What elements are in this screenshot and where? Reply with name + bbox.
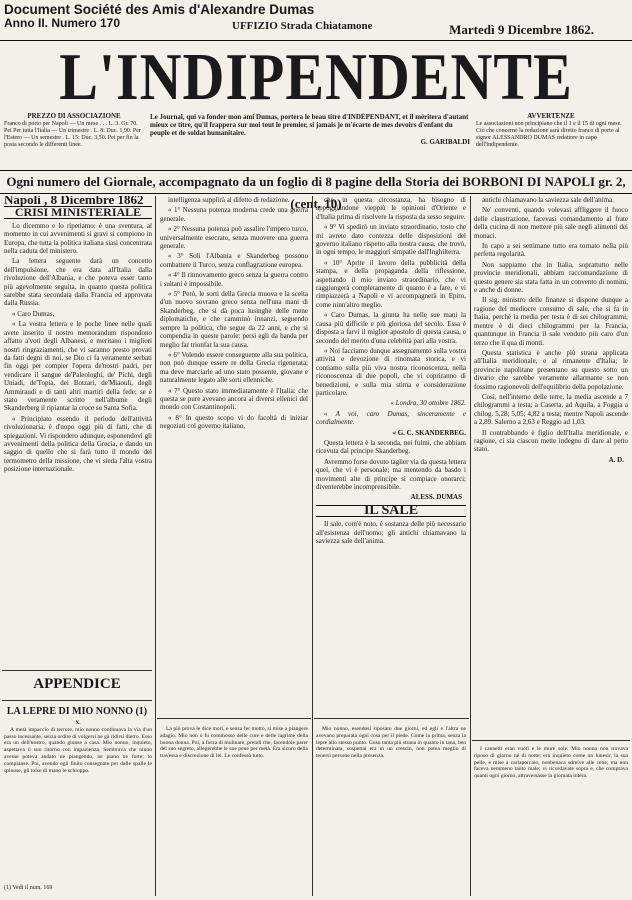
article-paragraph: « 7° Questo stato immediatamente è l'Italia: che questa se pure avevano ancora ai diversi ellenici del mondo con Costantinopoli. <box>160 386 308 412</box>
garibaldi-notice <box>150 113 470 168</box>
office-address: UFFIZIO Strada Chiatamone <box>232 20 373 32</box>
column-2-lower <box>160 726 308 891</box>
article-signature: A. D. <box>608 455 624 464</box>
column-4-lower <box>474 746 628 891</box>
article-paragraph: « 2° Nessuna potenza può assalire l'impero turco, universalmente esecrato, senza muovere una guerra generale. <box>160 225 308 251</box>
article-paragraph: « 9° Vi spedirò un inviato straordinario, tosto che mi avrete dato contezza delle disposizioni del governo italiano rispetto alla nostra causa, che trovò, in ogni tempo, le maggiori simpatie dall'Inghilterra. <box>316 223 466 257</box>
newspaper-title: L'INDIPENDENTE <box>59 39 573 115</box>
article-paragraph: Il sig. ministro delle finanze si dispone dunque a ragione del mediocre consumo di sale, che si fa in Italia, perchè la media per testa è di sei chilogrammi; mentre è di dieci chilogrammi per la Francia, quantunque in Francia il sale venduto più caro d'un terzo che il qua di monti. <box>474 296 628 347</box>
article-paragraph: « 1° Nessuna potenza moderna crede una guerra generale. <box>160 206 308 223</box>
avvertenze-text: Le associazioni non principiano che il 1 e il 15 di ogni mese. Ciò che concerne la redazione sarà diretto franco di porto al signor ALESSANDRO DUMAS redattore in capo dell'Indipendente. <box>476 121 622 148</box>
serial-text <box>4 720 152 878</box>
column-3-rule <box>314 718 469 719</box>
article-paragraph: Questa statistica è anche più strana applicata all'Italia meridionale, e al rimanente d'Italia; le provincie napolitane presentano su questo sotto un divario che sarebbe veramente allarmante se non fossimo ragionevoli dell'equilibrio della popolazione. <box>474 348 628 391</box>
article-paragraph: Ne' conventi, quando volevasi affliggere il fuoco delle claustrazione, facevasi comandamento al frate della cucina di non mettere più sale negli alimenti dei monaci. <box>474 206 628 240</box>
subscription-heading: PREZZO DI ASSOCIAZIONE <box>27 113 121 120</box>
issue-number: Anno II. Numero 170 <box>4 16 121 30</box>
article-paragraph: « 8° In questo scopo vi do facoltà di iniziar negoziati col governo italiano, <box>160 413 308 431</box>
article-paragraph: « Noi facciamo dunque assegnamento sulla vostra attività e devozione di rinomata storica, e vi contiamo sulla più viva nostra riconoscenza, nella riconoscenza di due popoli, che vi copriranno di benedizioni, e sulla mia stima e considerazione particolare. <box>316 346 466 397</box>
article-paragraph: Non sappiamo che in Italia, soprattutto nelle provincie meridionali, abbiam raccomandazione di questo genere sia stata fatta in un convento di nomini, e anche di donne. <box>474 260 628 295</box>
avvertenze-box <box>476 113 626 168</box>
letter-closing: « A voi, caro Dumas, sinceramente e cordialmente. <box>316 409 466 427</box>
serial-chapter: X. <box>75 720 81 726</box>
appendice-rule-bottom <box>2 700 152 701</box>
article-paragraph: « Principiato essendo il periodo dell'attività rivoluzionaria, è d'uopo oggi più di fatti, che di spiegazioni. Vi rispondero adunque, esponendovi gli avvenimenti della politica della Grecia, e dando un saggio di quello che si farà tutto il mondo del termometro della missione, che vi sieda l'alta vostra posizione internazionale. <box>4 414 152 474</box>
column-rule-1 <box>155 196 156 896</box>
serial-paragraph: I cannetti eran vuoti e le mure sole. Mio nonno non trovava riposo di giorno né di notte; era inquieto come un lunesir, la sua pelle, e mise a carlaporcaio, nonbenaca sdreive alle cene; ma non faceva nemmeno tanto male; vi ricordavate sopra e, che comprava quanti ogni giorno, attraversasse la giornata intera. <box>474 746 628 780</box>
document-source-label: Document Société des Amis d'Alexandre Dumas <box>4 2 315 17</box>
column-3-lower <box>316 726 466 891</box>
article-paragraph: « La vostra lettera e le poche linee nelle quali avete inserito il nostro memorandum rispondono affatto a'voti degli Albanesi, e meritano i migliori nostri ringraziamenti, che vi saranno presto provati da fatti degni di noi, se Dio ci fa veramente serbati fin oggi per compier l'opera de'nostri padri, per vendicare il sangue de'Paleologhi, de' Pichi, degli Uniadi, de'Topia, dei Botzari, de'Miaouli, degli Ammiraudi e di tanti altri martiri della fede; se è stato veramente scritto nell'albume degli Skanderberg il ripiantar la croce su Santa Sofia. <box>4 320 152 413</box>
serial-title: LA LEPRE DI MIO NONNO (1) <box>6 706 148 717</box>
footnote: (1) Vedi il num. 169 <box>4 885 53 891</box>
article-paragraph: che, in questa circostanza, ha bisogno di appoggiandone vieppiù le opinioni d'Oriente e d'Italia prima di risolvere la risposta da sesso seguire. <box>316 196 466 221</box>
letter-signature: « G. C. SKANDERBEG. <box>392 428 466 437</box>
column-4-rule <box>472 740 630 741</box>
article-paragraph: Il contrabbando è figlio dell'Italia meridionale, e ragione, ci sia ciascun mette indegno di dare al petto stato. <box>474 428 628 454</box>
notice-text: Le Journal, qui va fonder mon ami Dumas, portera le beau titre d'INDÉPENDANT, et il méritera d'autant mieux ce titre, qu'il frappera sur moi tout le premier, si jamais je m'écarte de mes devoirs d'enfant du peuple et de soldat humanitaire. <box>150 113 469 137</box>
subscription-box <box>4 113 144 168</box>
appendice-rule <box>2 670 152 671</box>
article-paragraph: « 4° Il rinnovamento greco senza la guerra contro i sultani è impossibile. <box>160 271 308 288</box>
column-rule-3 <box>470 196 471 896</box>
subscription-text: Franco di porto per Napoli — Un mese . . . L. 3. Gr. 70. Pei Per tutta l'Italia — Un trimestre . L. 8: Duc. 1,90. Per l'Estero — Un semestre . L. 15: Duc. 3,50. Pei per fin la posta secondo le differenti linee. <box>4 121 141 148</box>
article-paragraph: Così, nell'interno delle terre, la media ascende a 7 chilogrammi a testa; a Caserta, ad Aquila, a Foggia a chilog. 5,28; 5,05; 4,82 a testa; mentre Napoli ascende a 2,89. Salerno a 2,63 e Reggio ad 1,03. <box>474 392 628 427</box>
column-1 <box>4 196 152 666</box>
appendice-heading: APPENDICE <box>33 676 121 692</box>
letter-date: « Londra, 30 ottobre 1862. <box>390 399 466 408</box>
article-paragraph: « Caro Dumas, <box>12 309 55 318</box>
sale-heading: IL SALE <box>316 505 466 517</box>
serial-paragraph: A metà impaccio di terrore, mio nonno continuava la via d'un passo incessante, senza ordire di volgersi ne gà ridirsi dietro. Esso era un dell'nostro, quando giunse a casa. Mio nonno, inquieto, aspettava il suo ritorno con impazienza. Sembrava che niuno avesse poteva andato ne piangendo, ne piano ne forte; lo compianse. Poi, avendo egli finito consegnate per dalle spalle le spinose, gli tolse di mano le schioppo. <box>4 726 152 774</box>
article-paragraph: antichi chiamavano la saviezza sale dell'anima. <box>482 196 614 204</box>
article-paragraph: Lo dicemmo e lo ripetiamo: è una sventura, al momento in cui avvenimenti sì gravi si compiono in Europa, che tutta la politica italiana siasi concentrata nella caduta del ministero. <box>4 221 152 256</box>
article-paragraph: La lettera seguente darà un concetto dell'impulsione, che era data all'Italia dalla rivoluzione dell'Albania, e che poteva esser tanto più agevolmente seguita, in quanto questa politica sarebbe stata secondata dalla Francia ed approvata dalla Russia. <box>4 257 152 308</box>
issue-date: Martedì 9 Dicembre 1862. <box>449 22 594 37</box>
column-2 <box>160 196 308 616</box>
crisis-heading: CRISI MINISTERIALE <box>4 206 152 218</box>
serial-paragraph: La più prova le dice mori, e senza fer motto, si mise a piangere adagio. Mio non o fu commosso delle cure e delle lagrime della buona donna. Poi, a forza di mulinare, prendi che, facendole parer del suo segreto, allegerebbe le sue pene per metà. Era sicuro della travessa e discrezione di lei. Le confessò tutto. <box>160 726 308 760</box>
column-rule-2 <box>312 196 313 896</box>
column-3 <box>316 196 466 624</box>
subheadline: Ogni numero del Giornale, accompagnato da un foglio di 8 pagine della Storia dei BORBONI DI NAPOLI gr. 2, (cent. 10) <box>0 170 632 194</box>
avvertenze-heading: AVVERTENZE <box>527 113 575 120</box>
article-paragraph: « 6° Volendo essere conseguente alla sua politica, non può dunque essere re della Grecia rigenerata; ma deve marciarle ad uno stato possente, giovane e naturalmente legato alle sorti ellenniche. <box>160 350 308 385</box>
serial-paragraph: Mio nonno, esendosi riposato due giorni, ed egli e l'altra ne avevano preparata ogni cosa per il piede. Come la prima, senza la lepre allo stesso punto. Gosu tanta più strana in quanto in tana, ben determinata, sospettai era in un crescin, non potea meglio di tenersi persone nella presenza. <box>316 726 466 760</box>
article-paragraph: Questa lettera è la seconda, nei fulmi, che abbiam ricevuta dal principe Skanderbeg. <box>316 438 466 456</box>
notice-signature: G. GARIBALDI <box>420 138 470 146</box>
column-4 <box>474 196 628 736</box>
article-paragraph: Avremmo forse dovuto taglier via da questa lettera quel, che vi è personale; ma mentendo da basdo i movimenti alte di principe si compiace onorarci; diventerebbe incomprensibile. <box>316 457 466 491</box>
article-paragraph: Il sale, com'è noto, è sostanza delle più necessarie all'esistenza dell'uomo; gli antichi chiamavano la saviezza sale dell'anima. <box>316 520 466 546</box>
article-paragraph: « 5° Però, le sorti della Grecia muova e la scelta d'un nuovo sovrano greco senza nell'una mani di Skanderbeg, che si dà poca lusinghe delle mene diplomatiche, e che camminò innanzi, seguendo sempre la politica, che segue da 22 anni, e che si compendia in queste parole: persi egli da banda per meglio far trionfar la sua causa. <box>160 290 308 349</box>
article-signature: ALESS. DUMAS <box>410 493 462 502</box>
article-paragraph: « Caro Dumas, la giunta ha nelle sue mani la causa più difficile e più gloriosa del secolo. Essa è disposta a farvi il miglior apostolo di questa causa, e secondo del merito d'una celebrità pari alla vostra. <box>316 311 466 345</box>
article-paragraph: In capo a sei settimane tutto era tornato nella più perfetta regolarità. <box>474 242 628 259</box>
article-paragraph: intelligenza supplirà al difetto di redazione. <box>168 196 290 204</box>
article-paragraph: « 10° Aprite il lavoro della pubblicità della stampa, e della propaganda della riflessione, aspettando il mio inviato straordinario, che vi raggiungerà completamente di quanto è a fare, e vi rimpiazzerà a Napoli e vi accompagnerà in Epiro, come ninn'altro meglio. <box>316 258 466 309</box>
article-paragraph: « 3° Soli l'Albania e Skanderbeg possono combattere il Turco, senza conflagrazione europea. <box>160 252 308 269</box>
dateline: Napoli , 8 Dicembre 1862 <box>4 196 144 207</box>
column-2-rule <box>157 718 311 719</box>
